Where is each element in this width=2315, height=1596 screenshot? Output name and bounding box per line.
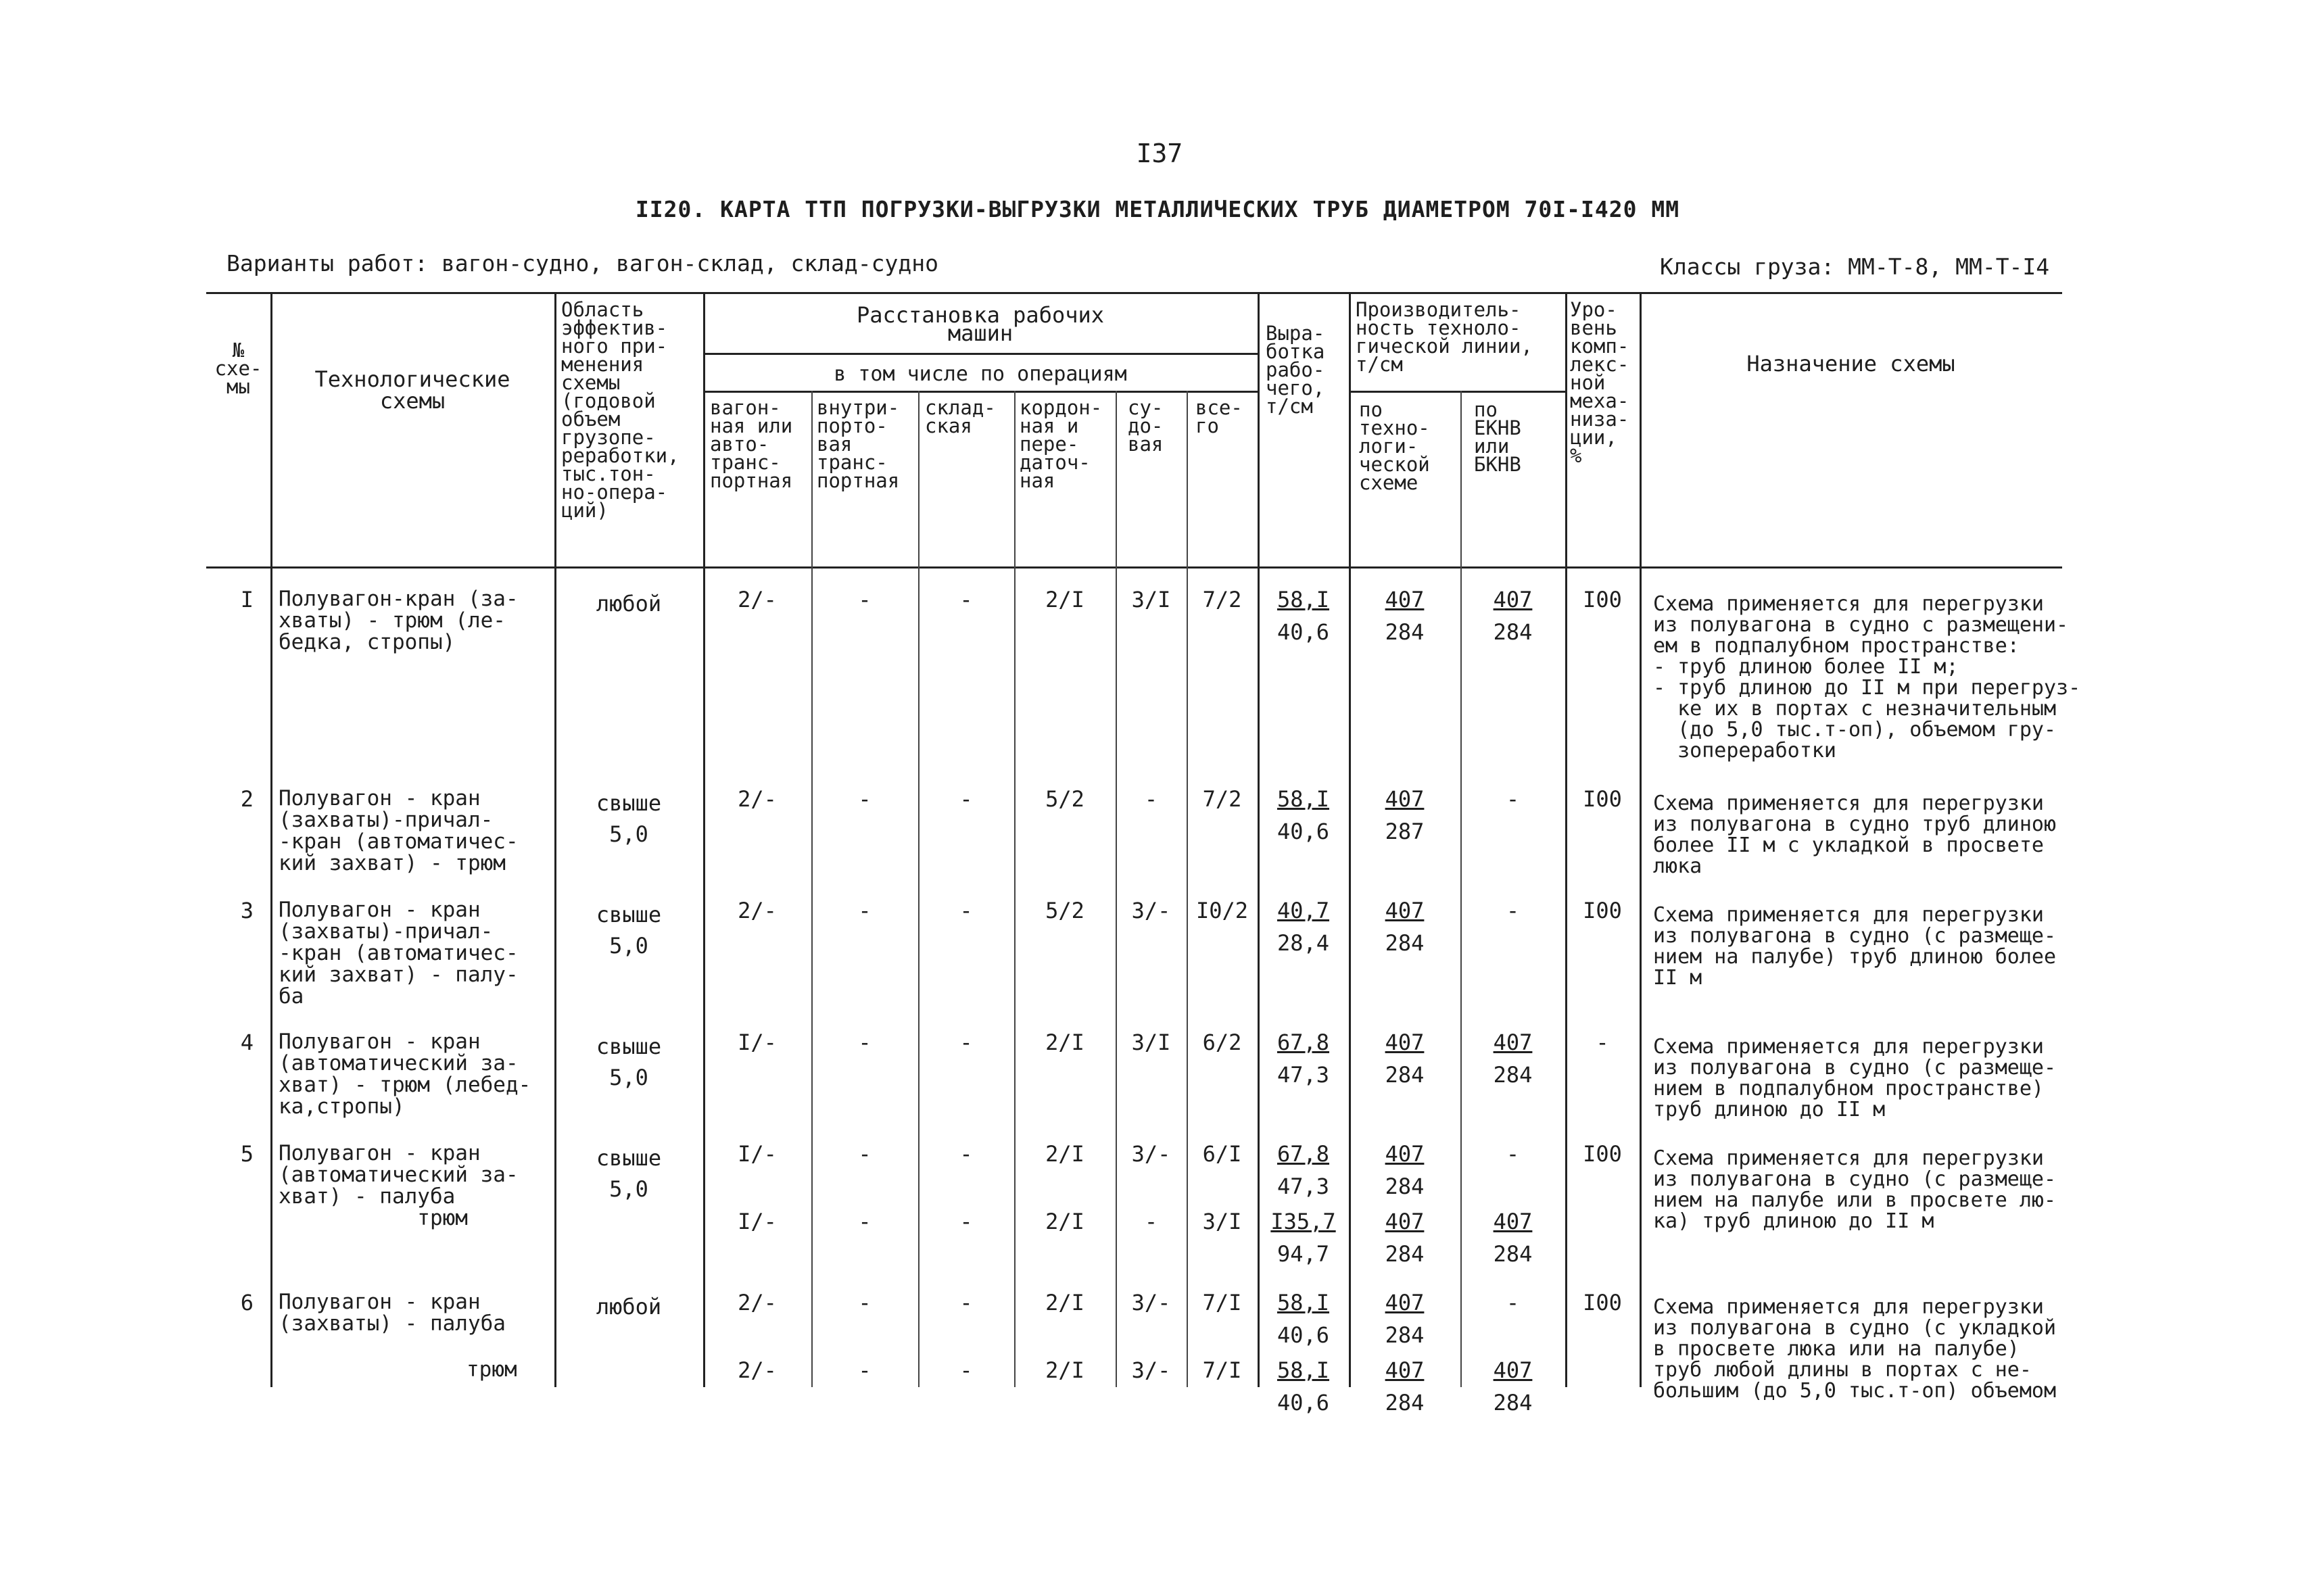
page-number: I37 xyxy=(1136,139,1183,168)
cell-ps-numerator: 407 xyxy=(1385,1357,1425,1383)
cell-total: 7/2 xyxy=(1202,786,1242,812)
cell-pe-numerator: 407 xyxy=(1493,1357,1533,1383)
cell-wagon: 2/- xyxy=(738,898,777,923)
cell-ps-numerator: 407 xyxy=(1385,1209,1425,1234)
cell-cordon: 2/I xyxy=(1045,1030,1084,1055)
cell-ship: 3/- xyxy=(1131,1290,1171,1315)
cell-warehouse: - xyxy=(959,587,973,612)
cell-pe-numerator: - xyxy=(1506,786,1520,812)
header-by-operations: в том числе по операциям xyxy=(834,362,1127,386)
header-mechanization: Уро- вень комп- лекс- ной меха- низа- ции, % xyxy=(1570,298,1629,467)
header-prod-scheme: по техно- логи- ческой схеме xyxy=(1359,398,1430,494)
cell-out-denominator: 40,6 xyxy=(1276,1322,1330,1348)
cell-wagon: I/- xyxy=(738,1141,777,1167)
cell-cordon: 2/I xyxy=(1045,1209,1084,1234)
cell-ps-numerator: 407 xyxy=(1385,898,1425,923)
cell-ps-numerator: 407 xyxy=(1385,1290,1425,1315)
cell-ps-numerator: 407 xyxy=(1385,786,1425,812)
cell-warehouse: - xyxy=(959,1209,973,1234)
cell-warehouse: - xyxy=(959,786,973,812)
cell-ship: 3/- xyxy=(1131,1357,1171,1383)
cell-inport: - xyxy=(858,1209,872,1234)
cell-out-denominator: 40,6 xyxy=(1276,819,1330,844)
cell-ship: 3/- xyxy=(1131,1141,1171,1167)
cell-out-denominator: 40,6 xyxy=(1276,619,1330,645)
cell-ps-denominator: 284 xyxy=(1385,1174,1425,1199)
header-num: № схе- мы xyxy=(214,339,262,398)
scheme-description: Полувагон - кран (захваты)-причал- -кран (автоматичес- кий захват) - трюм xyxy=(279,786,519,875)
cell-pe-numerator: 407 xyxy=(1493,1209,1533,1234)
cell-ps-numerator: 407 xyxy=(1385,587,1425,612)
scheme-number: 5 xyxy=(240,1141,254,1167)
cell-total: 6/2 xyxy=(1202,1030,1242,1055)
cell-out-denominator: 40,6 xyxy=(1276,1390,1330,1416)
cell-total: I0/2 xyxy=(1195,898,1249,923)
scheme-purpose: Схема применяется для перегрузки из полувагона в судно (с размеще- нием на палубе) труб длиною более II м xyxy=(1653,903,2057,990)
cell-total: 7/I xyxy=(1202,1290,1242,1315)
cargo-classes: Классы груза: ММ-Т-8, ММ-Т-I4 xyxy=(1660,253,2050,280)
cell-ship: 3/I xyxy=(1131,587,1171,612)
cell-cordon: 2/I xyxy=(1045,1141,1084,1167)
cell-warehouse: - xyxy=(959,898,973,923)
header-purpose: Назначение схемы xyxy=(1746,351,1955,377)
cell-ship: 3/I xyxy=(1131,1030,1171,1055)
header-inport: внутри- порто- вая транс- портная xyxy=(817,396,900,492)
mechanization-level: I00 xyxy=(1583,1141,1622,1167)
cell-inport: - xyxy=(858,1290,872,1315)
scheme-purpose: Схема применяется для перегрузки из полувагона в судно (с размеще- нием в подпалубном пространстве) труб длиною до II м xyxy=(1653,1035,2057,1121)
header-prod-eknv: по ЕКНВ или БКНВ xyxy=(1474,398,1521,476)
mechanization-level: - xyxy=(1596,1030,1609,1055)
mechanization-level: I00 xyxy=(1583,898,1622,923)
header-placement: Расстановка рабочих машин xyxy=(856,302,1105,346)
scheme-purpose: Схема применяется для перегрузки из полувагона в судно с размещени- ем в подпалубном пространстве: - труб длиною более II м; - труб длиною до II м при перегруз- ке их в портах с незначительным (до 5,0 тыс.т-оп), объемом гру- зопереработки xyxy=(1653,592,2081,763)
cell-cordon: 2/I xyxy=(1045,1290,1084,1315)
cell-pe-numerator: 407 xyxy=(1493,1030,1533,1055)
cell-out-numerator: 58,I xyxy=(1276,1357,1330,1383)
scheme-purpose: Схема применяется для перегрузки из полувагона в судно (с укладкой в просвете люка или на палубе) труб любой длины в портах с не- большим (до 5,0 тыс.т-оп) объемом xyxy=(1653,1295,2057,1403)
scheme-description: Полувагон - кран (захваты)-причал- -кран (автоматичес- кий захват) - палу- ба xyxy=(279,898,519,1009)
cell-ps-numerator: 407 xyxy=(1385,1030,1425,1055)
header-area: Область эффектив- ного при- менения схемы (годовой объем грузопе- реработки, тыс.тон- но-опера- ций) xyxy=(561,298,679,522)
cell-pe-numerator: 407 xyxy=(1493,587,1533,612)
cell-pe-denominator: 284 xyxy=(1493,1241,1533,1267)
cell-out-numerator: I35,7 xyxy=(1270,1209,1336,1234)
cell-wagon: 2/- xyxy=(738,786,777,812)
cell-out-denominator: 47,3 xyxy=(1276,1062,1330,1088)
cell-out-numerator: 58,I xyxy=(1276,786,1330,812)
scheme-number: 3 xyxy=(240,898,254,923)
cell-pe-denominator: 284 xyxy=(1493,1062,1533,1088)
header-tech-schemes: Технологические схемы xyxy=(314,366,510,414)
scheme-purpose: Схема применяется для перегрузки из полувагона в судно труб длиною более II м с укладкой в просвете люка xyxy=(1653,792,2057,878)
cell-cordon: 5/2 xyxy=(1045,786,1084,812)
mechanization-level: I00 xyxy=(1583,1290,1622,1315)
cell-inport: - xyxy=(858,587,872,612)
scheme-purpose: Схема применяется для перегрузки из полувагона в судно (с размеще- нием на палубе или в просвете лю- ка) труб длиною до II м xyxy=(1653,1146,2057,1233)
scheme-description: Полувагон - кран (захваты) - палуба xyxy=(279,1290,506,1336)
cell-ps-denominator: 284 xyxy=(1385,930,1425,956)
cell-ps-numerator: 407 xyxy=(1385,1141,1425,1167)
cell-total: 7/2 xyxy=(1202,587,1242,612)
application-area: любой xyxy=(596,1294,662,1320)
header-wagon: вагон- ная или авто- транс- портная xyxy=(710,396,793,492)
mechanization-level: I00 xyxy=(1583,786,1622,812)
cell-wagon: 2/- xyxy=(738,1290,777,1315)
cell-warehouse: - xyxy=(959,1030,973,1055)
cell-pe-numerator: - xyxy=(1506,1141,1520,1167)
cell-ship: - xyxy=(1144,1209,1158,1234)
cell-out-numerator: 67,8 xyxy=(1276,1141,1330,1167)
application-area: свыше 5,0 xyxy=(596,1034,662,1090)
header-warehouse: склад- ская xyxy=(925,396,996,437)
header-cordon: кордон- ная и пере- даточ- ная xyxy=(1020,396,1103,492)
cell-cordon: 5/2 xyxy=(1045,898,1084,923)
cell-total: 3/I xyxy=(1202,1209,1242,1234)
cell-pe-numerator: - xyxy=(1506,1290,1520,1315)
cell-warehouse: - xyxy=(959,1290,973,1315)
cell-warehouse: - xyxy=(959,1357,973,1383)
application-area: любой xyxy=(596,591,662,616)
cell-inport: - xyxy=(858,898,872,923)
cell-ps-denominator: 287 xyxy=(1385,819,1425,844)
cell-out-denominator: 28,4 xyxy=(1276,930,1330,956)
cell-cordon: 2/I xyxy=(1045,587,1084,612)
cell-total: 6/I xyxy=(1202,1141,1242,1167)
cell-out-numerator: 58,I xyxy=(1276,1290,1330,1315)
cell-inport: - xyxy=(858,1030,872,1055)
cell-cordon: 2/I xyxy=(1045,1357,1084,1383)
cell-ship: 3/- xyxy=(1131,898,1171,923)
cell-ps-denominator: 284 xyxy=(1385,1322,1425,1348)
scheme-number: 4 xyxy=(240,1030,254,1055)
cell-warehouse: - xyxy=(959,1141,973,1167)
cell-out-numerator: 40,7 xyxy=(1276,898,1330,923)
cell-out-denominator: 94,7 xyxy=(1276,1241,1330,1267)
work-variants: Варианты работ: вагон-судно, вагон-склад, склад-судно xyxy=(226,250,938,276)
cell-total: 7/I xyxy=(1202,1357,1242,1383)
scheme-number: I xyxy=(240,587,254,612)
scheme-number: 6 xyxy=(240,1290,254,1315)
cell-wagon: I/- xyxy=(738,1030,777,1055)
header-productivity: Производитель- ность техноло- гической линии, т/см xyxy=(1356,298,1533,376)
cell-out-denominator: 47,3 xyxy=(1276,1174,1330,1199)
application-area: свыше 5,0 xyxy=(596,790,662,847)
scheme-number: 2 xyxy=(240,786,254,812)
header-total: все- го xyxy=(1195,396,1243,437)
cell-out-numerator: 67,8 xyxy=(1276,1030,1330,1055)
cell-pe-numerator: - xyxy=(1506,898,1520,923)
cell-ps-denominator: 284 xyxy=(1385,1390,1425,1416)
cell-ps-denominator: 284 xyxy=(1385,1241,1425,1267)
cell-wagon: 2/- xyxy=(738,1357,777,1383)
cell-pe-denominator: 284 xyxy=(1493,1390,1533,1416)
scheme-variant: трюм xyxy=(467,1357,517,1382)
mechanization-level: I00 xyxy=(1583,587,1622,612)
cell-wagon: I/- xyxy=(738,1209,777,1234)
cell-inport: - xyxy=(858,1141,872,1167)
page-title: II20. КАРТА ТТП ПОГРУЗКИ-ВЫГРУЗКИ МЕТАЛЛИЧЕСКИХ ТРУБ ДИАМЕТРОМ 70I-I420 ММ xyxy=(635,196,1680,222)
cell-pe-denominator: 284 xyxy=(1493,619,1533,645)
cell-inport: - xyxy=(858,786,872,812)
scheme-description: Полувагон-кран (за- хваты) - трюм (ле- бедка, стропы) xyxy=(279,587,519,654)
cell-out-numerator: 58,I xyxy=(1276,587,1330,612)
header-output: Выра- ботка рабо- чего, т/см xyxy=(1266,322,1325,418)
application-area: свыше 5,0 xyxy=(596,902,662,959)
cell-wagon: 2/- xyxy=(738,587,777,612)
header-ship: су- до- вая xyxy=(1128,396,1164,456)
cell-ps-denominator: 284 xyxy=(1385,619,1425,645)
scheme-description: Полувагон - кран (автоматический за- хват) - трюм (лебед- ка,стропы) xyxy=(279,1030,531,1119)
scheme-description: Полувагон - кран (автоматический за- хват) - палуба трюм xyxy=(279,1141,519,1230)
cell-ship: - xyxy=(1144,786,1158,812)
cell-inport: - xyxy=(858,1357,872,1383)
application-area: свыше 5,0 xyxy=(596,1145,662,1202)
cell-ps-denominator: 284 xyxy=(1385,1062,1425,1088)
